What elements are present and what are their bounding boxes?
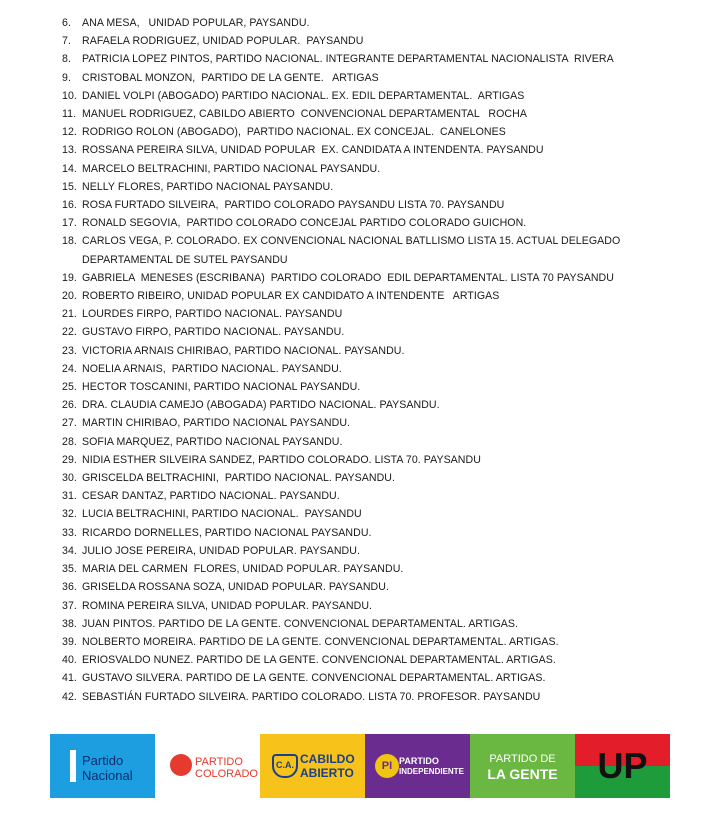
- list-item-number: 17.: [62, 217, 77, 230]
- list-item-text: ROBERTO RIBEIRO, UNIDAD POPULAR EX CANDIDATO A INTENDENTE ARTIGAS: [82, 290, 500, 303]
- list-item: [62, 414, 698, 432]
- list-item-text: MARCELO BELTRACHINI, PARTIDO NACIONAL PAYSANDU.: [82, 162, 381, 175]
- list-item-text: PATRICIA LOPEZ PINTOS, PARTIDO NACIONAL. INTEGRANTE DEPARTAMENTAL NACIONALISTA RIVERA: [82, 53, 614, 66]
- list-item: [62, 323, 698, 341]
- list-item-number: 30.: [62, 472, 77, 485]
- list-item-text: MARTIN CHIRIBAO, PARTIDO NACIONAL PAYSANDU.: [82, 417, 351, 430]
- list-item-number: 10.: [62, 89, 77, 102]
- list-item: [62, 396, 698, 414]
- list-item-number: 32.: [62, 508, 77, 521]
- list-item-text: SOFIA MARQUEZ, PARTIDO NACIONAL PAYSANDU.: [82, 435, 343, 448]
- list-item-number: 40.: [62, 654, 77, 667]
- partido-nacional-line1: Partido: [82, 753, 124, 768]
- list-item-number: 19.: [62, 271, 77, 284]
- list-item-text: ROSSANA PEREIRA SILVA, UNIDAD POPULAR EX. CANDIDATA A INTENDENTA. PAYSANDU: [82, 144, 544, 157]
- list-item: [62, 69, 698, 87]
- list-item-number: 15.: [62, 180, 77, 193]
- list-item-text: ROSA FURTADO SILVEIRA, PARTIDO COLORADO PAYSANDU LISTA 70. PAYSANDU: [82, 199, 505, 212]
- list-item-number: 24.: [62, 362, 77, 375]
- partido-nacional-logo: [50, 734, 155, 798]
- list-item-number: 18.: [62, 235, 77, 248]
- partido-independiente-line1: PARTIDO: [399, 756, 439, 766]
- list-item: [62, 542, 698, 560]
- list-item: [62, 597, 698, 615]
- list-item-number: 21.: [62, 308, 77, 321]
- party-logos-strip: [50, 734, 670, 798]
- list-item-text: RAFAELA RODRIGUEZ, UNIDAD POPULAR. PAYSANDU: [82, 35, 364, 48]
- partido-colorado-line1: PARTIDO: [195, 756, 243, 768]
- list-item-number: 31.: [62, 490, 77, 503]
- list-item: [62, 578, 698, 596]
- partido-independiente-emblem-icon: PI: [375, 754, 399, 778]
- list-item: [62, 688, 698, 706]
- list-item-number: 36.: [62, 581, 77, 594]
- cabildo-abierto-line1: CABILDO: [300, 752, 355, 766]
- list-item-text: JUAN PINTOS. PARTIDO DE LA GENTE. CONVENCIONAL DEPARTAMENTAL. ARTIGAS.: [82, 617, 518, 630]
- list-item: [62, 232, 698, 268]
- list-item-text: DRA. CLAUDIA CAMEJO (ABOGADA) PARTIDO NACIONAL. PAYSANDU.: [82, 399, 440, 412]
- list-item: [62, 469, 698, 487]
- list-item: [62, 378, 698, 396]
- list-item-text: RODRIGO ROLON (ABOGADO), PARTIDO NACIONAL. EX CONCEJAL. CANELONES: [82, 126, 506, 139]
- list-item: [62, 105, 698, 123]
- list-item-text: MARIA DEL CARMEN FLORES, UNIDAD POPULAR. PAYSANDU.: [82, 563, 404, 576]
- list-item: [62, 178, 698, 196]
- list-item-number: 38.: [62, 617, 77, 630]
- list-item: [62, 433, 698, 451]
- list-item-text: CARLOS VEGA, P. COLORADO. EX CONVENCIONAL NACIONAL BATLLISMO LISTA 15. ACTUAL DELEGADO DEPARTAMENTAL DE SUTEL PAYSANDU: [82, 235, 621, 266]
- unidad-popular-logo: [575, 734, 670, 798]
- list-item: [62, 32, 698, 50]
- list-item-number: 33.: [62, 526, 77, 539]
- list-item-text: CESAR DANTAZ, PARTIDO NACIONAL. PAYSANDU.: [82, 490, 340, 503]
- partido-colorado-line2: COLORADO: [195, 768, 258, 780]
- list-item-number: 42.: [62, 690, 77, 703]
- list-item: [62, 214, 698, 232]
- list-item-text: NELLY FLORES, PARTIDO NACIONAL PAYSANDU.: [82, 180, 334, 193]
- partido-de-la-gente-line2: LA GENTE: [487, 766, 558, 782]
- list-item-number: 14.: [62, 162, 77, 175]
- list-item: [62, 487, 698, 505]
- list-item: [62, 87, 698, 105]
- partido-de-la-gente-line1: PARTIDO DE: [489, 753, 556, 765]
- list-item: [62, 505, 698, 523]
- list-item: [62, 287, 698, 305]
- list-item: [62, 615, 698, 633]
- partido-nacional-bar-icon: [70, 750, 76, 782]
- list-item-number: 39.: [62, 635, 77, 648]
- list-item-text: LUCIA BELTRACHINI, PARTIDO NACIONAL. PAYSANDU: [82, 508, 362, 521]
- list-item-text: HECTOR TOSCANINI, PARTIDO NACIONAL PAYSANDU.: [82, 381, 361, 394]
- list-item-text: MANUEL RODRIGUEZ, CABILDO ABIERTO CONVENCIONAL DEPARTAMENTAL ROCHA: [82, 108, 527, 121]
- list-item-text: GABRIELA MENESES (ESCRIBANA) PARTIDO COLORADO EDIL DEPARTAMENTAL. LISTA 70 PAYSANDU: [82, 271, 614, 284]
- list-item: [62, 160, 698, 178]
- cabildo-abierto-shield-icon: C.A.: [272, 754, 298, 778]
- list-item-number: 25.: [62, 381, 77, 394]
- list-item-text: NOELIA ARNAIS, PARTIDO NACIONAL. PAYSANDU.: [82, 362, 342, 375]
- list-item: [62, 50, 698, 68]
- list-item-text: NOLBERTO MOREIRA. PARTIDO DE LA GENTE. CONVENCIONAL DEPARTAMENTAL. ARTIGAS.: [82, 635, 559, 648]
- list-item-number: 16.: [62, 199, 77, 212]
- list-item-text: ERIOSVALDO NUNEZ. PARTIDO DE LA GENTE. CONVENCIONAL DEPARTAMENTAL. ARTIGAS.: [82, 654, 556, 667]
- list-item: [62, 141, 698, 159]
- list-item-number: 34.: [62, 544, 77, 557]
- list-item: [62, 451, 698, 469]
- list-item-text: SEBASTIÁN FURTADO SILVEIRA. PARTIDO COLORADO. LISTA 70. PROFESOR. PAYSANDU: [82, 690, 541, 703]
- list-item-number: 11.: [62, 108, 77, 121]
- list-item-number: 6.: [62, 17, 71, 29]
- list-item-text: GUSTAVO FIRPO, PARTIDO NACIONAL. PAYSANDU.: [82, 326, 345, 339]
- list-item-number: 29.: [62, 453, 77, 466]
- list-item-text: LOURDES FIRPO, PARTIDO NACIONAL. PAYSANDU: [82, 308, 343, 321]
- list-item-number: 22.: [62, 326, 77, 339]
- list-item-text: ROMINA PEREIRA SILVA, UNIDAD POPULAR. PAYSANDU.: [82, 599, 373, 612]
- partido-independiente-line2: INDEPENDIENTE: [399, 767, 464, 776]
- cabildo-abierto-line2: ABIERTO: [300, 766, 354, 780]
- list-item-number: 41.: [62, 672, 77, 685]
- list-item-text: GRISCELDA BELTRACHINI, PARTIDO NACIONAL. PAYSANDU.: [82, 472, 395, 485]
- partido-colorado-logo: [155, 734, 260, 798]
- list-item: [62, 651, 698, 669]
- list-item-text: VICTORIA ARNAIS CHIRIBAO, PARTIDO NACIONAL. PAYSANDU.: [82, 344, 405, 357]
- list-item: [62, 123, 698, 141]
- list-item-text: GUSTAVO SILVERA. PARTIDO DE LA GENTE. CONVENCIONAL DEPARTAMENTAL. ARTIGAS.: [82, 672, 546, 685]
- list-item-number: 28.: [62, 435, 77, 448]
- list-item: [62, 669, 698, 687]
- list-item-number: 37.: [62, 599, 77, 612]
- partido-de-la-gente-logo: [470, 734, 575, 798]
- list-item: [62, 360, 698, 378]
- list-item: [62, 342, 698, 360]
- list-item-text: DANIEL VOLPI (ABOGADO) PARTIDO NACIONAL. EX. EDIL DEPARTAMENTAL. ARTIGAS: [82, 89, 525, 102]
- list-item-text: GRISELDA ROSSANA SOZA, UNIDAD POPULAR. PAYSANDU.: [82, 581, 389, 594]
- list-item-text: ANA MESA, UNIDAD POPULAR, PAYSANDU.: [82, 17, 310, 29]
- list-item-number: 12.: [62, 126, 77, 139]
- list-item-text: CRISTOBAL MONZON, PARTIDO DE LA GENTE. ARTIGAS: [82, 71, 379, 84]
- list-item-number: 13.: [62, 144, 77, 157]
- list-item: [62, 196, 698, 214]
- list-item-text: RONALD SEGOVIA, PARTIDO COLORADO CONCEJAL PARTIDO COLORADO GUICHON.: [82, 217, 527, 230]
- list-item: [62, 305, 698, 323]
- list-item-text: RICARDO DORNELLES, PARTIDO NACIONAL PAYSANDU.: [82, 526, 372, 539]
- list-item-number: 27.: [62, 417, 77, 430]
- list-item-number: 35.: [62, 563, 77, 576]
- list-item-text: NIDIA ESTHER SILVEIRA SANDEZ, PARTIDO COLORADO. LISTA 70. PAYSANDU: [82, 453, 481, 466]
- list-item-number: 23.: [62, 344, 77, 357]
- partido-nacional-line2: Nacional: [82, 768, 133, 783]
- cabildo-abierto-logo: [260, 734, 365, 798]
- list-item: [62, 269, 698, 287]
- list-item-number: 26.: [62, 399, 77, 412]
- member-list: [62, 14, 698, 706]
- list-item-text: JULIO JOSE PEREIRA, UNIDAD POPULAR. PAYSANDU.: [82, 544, 360, 557]
- list-item: [62, 560, 698, 578]
- list-item: [62, 633, 698, 651]
- list-item-number: 8.: [62, 53, 71, 66]
- partido-colorado-emblem-icon: [170, 754, 192, 776]
- unidad-popular-text: UP: [597, 745, 648, 786]
- list-item: [62, 14, 698, 32]
- list-item-number: 9.: [62, 71, 71, 84]
- list-item: [62, 524, 698, 542]
- list-item-number: 7.: [62, 35, 71, 48]
- partido-independiente-logo: [365, 734, 470, 798]
- list-item-number: 20.: [62, 290, 77, 303]
